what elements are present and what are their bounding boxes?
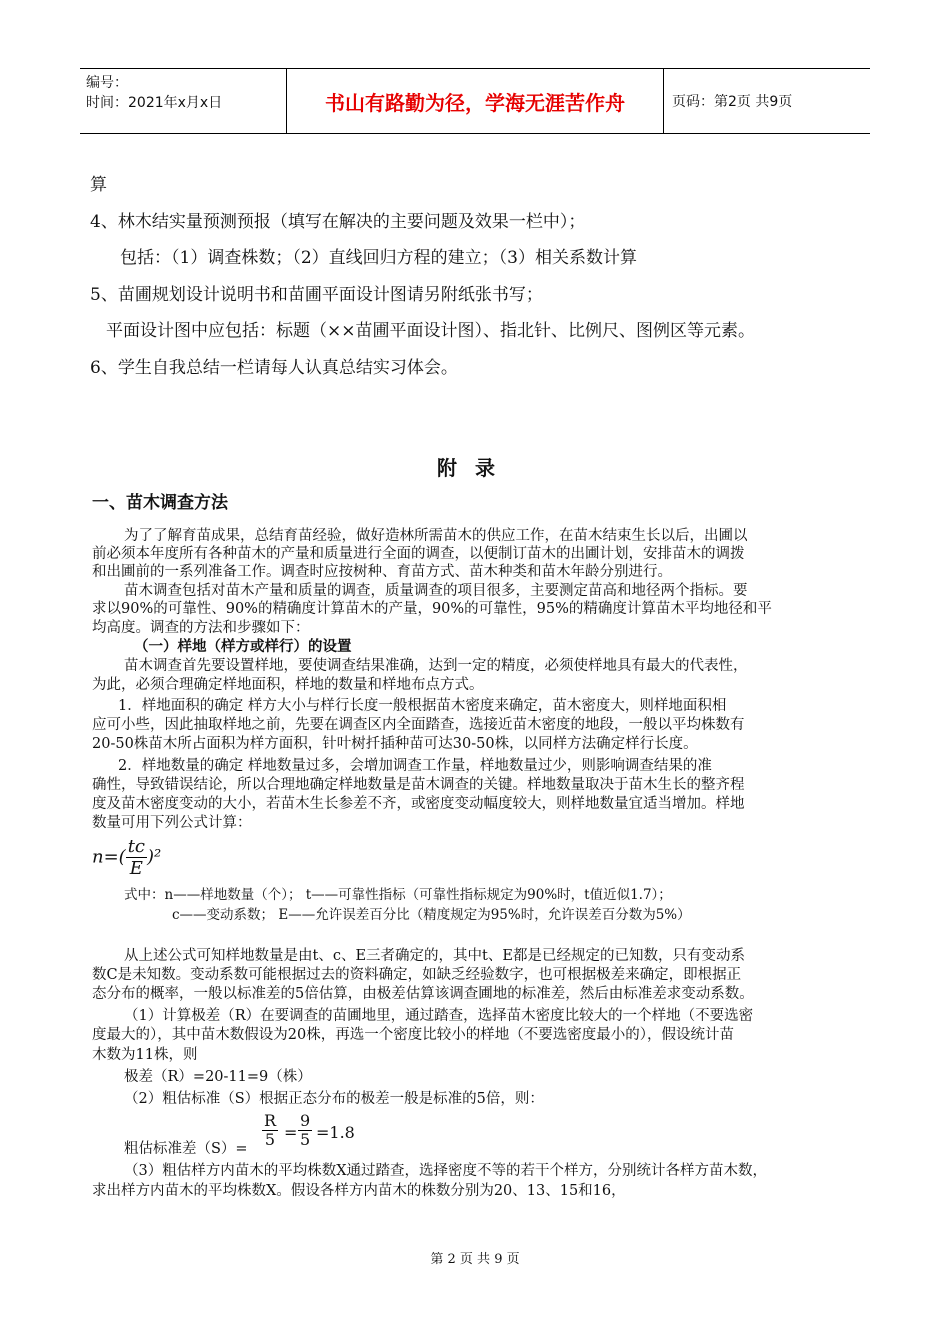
date-label: 时间：2021年x月x日: [86, 95, 223, 111]
paragraph-line: 均高度。调查的方法和步骤如下：: [92, 620, 310, 636]
sample-count-formula: [92, 836, 161, 879]
formula-numerator: tc: [127, 836, 146, 857]
paragraph-line: 2．样地数量的确定 样地数量过多，会增加调查工作量，样地数量过少，则影响调查结果的准: [118, 758, 712, 774]
paragraph-line: 为了了解育苗成果，总结育苗经验，做好造林所需苗木的供应工作，在苗木结束生长以后，出圃以: [124, 528, 748, 544]
paragraph-line: 度及苗木密度变动的大小，若苗木生长参差不齐，或密度变动幅度较大，则样地数量宜适当增加。样地: [92, 796, 745, 812]
paragraph-line: 为此，必须合理确定样地面积，样地的数量和样地布点方式。: [92, 677, 484, 693]
paragraph-line: 木数为11株，则: [92, 1047, 198, 1063]
header-table: [80, 68, 870, 134]
formula-rhs: )²: [147, 846, 162, 868]
paragraph-line: （3）粗估样方内苗木的平均株数X通过踏查，选择密度不等的若干个样方，分别统计各样方苗木数，: [124, 1163, 768, 1179]
page-footer: 第 2 页 共 9 页: [430, 1252, 520, 1267]
formula-denominator: E: [129, 858, 143, 879]
paragraph-line: 20-50株苗木所占面积为样方面积，针叶树扦插种苗可达30-50株，以同样方法确定样行长度。: [92, 736, 698, 752]
std-fraction-r: [262, 1112, 278, 1149]
subsection-heading: （一）样地（样方或样行）的设置: [134, 639, 352, 655]
range-line: 极差（R）=20-11=9（株）: [124, 1069, 312, 1085]
formula-lhs: n=(: [92, 846, 126, 868]
paragraph-line: （1）计算极差（R）在要调查的苗圃地里，通过踏查，选择苗木密度比较大的一个样地（不要选密: [124, 1008, 754, 1024]
formula-legend: 式中：n——样地数量（个）； t——可靠性指标（可靠性指标规定为90%时，t值近似1.7）；: [124, 887, 672, 903]
paragraph-line: 态分布的概率，一般以标准差的5倍估算，由极差估算该调查圃地的标准差，然后由标准差求变动系数。: [92, 986, 754, 1002]
std-label: 粗估标准差（S）=: [124, 1141, 248, 1157]
paragraph-line: 度最大的），其中苗木数假设为20株，再选一个密度比较小的样地（不要选密度最小的），假设统计苗: [92, 1027, 734, 1043]
paragraph-line: 前必须本年度所有各种苗木的产量和质量进行全面的调查，以便制订苗木的出圃计划，安排苗木的调拨: [92, 546, 745, 562]
std-fraction-9: [298, 1112, 312, 1149]
paragraph-line: 苗木调查包括对苗木产量和质量的调查，质量调查的项目很多，主要测定苗高和地径两个指标。要: [124, 583, 748, 599]
instruction-line: 包括：（1）调查株数；（2）直线回归方程的建立；（3）相关系数计算: [120, 248, 637, 268]
paragraph-line: 从上述公式可知样地数量是由t、c、E三者确定的，其中t、E都是已经规定的已知数，只有变动系: [124, 948, 745, 964]
formula-legend: c——变动系数； E——允许误差百分比（精度规定为95%时，允许误差百分数为5%）: [172, 907, 691, 923]
paragraph-line: 应可小些，因此抽取样地之前，先要在调查区内全面踏查，选接近苗木密度的地段，一般以平均株数有: [92, 717, 745, 733]
paragraph-line: 求以90%的可靠性、90%的精确度计算苗木的产量，90%的可靠性，95%的精确度计算苗木平均地径和平: [92, 601, 772, 617]
paragraph-line: 和出圃前的一系列准备工作。调查时应按树种、育苗方式、苗木种类和苗木年龄分别进行。: [92, 564, 672, 580]
std-numerator: 9: [300, 1111, 311, 1130]
paragraph-line: （2）粗估标准（S）根据正态分布的极差一般是标准的5倍，则：: [124, 1091, 544, 1107]
paragraph-line: 数C是未知数。变动系数可能根据过去的资料确定，如缺乏经验数字，也可根据极差来确定，即根据正: [92, 967, 742, 983]
page-label: 页码：第2页 共9页: [672, 94, 793, 110]
formula-fraction: [126, 836, 147, 879]
header-meta: [80, 69, 287, 133]
std-denominator: 5: [300, 1130, 311, 1149]
paragraph-line: 确性，导致错误结论，所以合理地确定样地数量是苗木调查的关键。样地数量取决于苗木生长的整齐程: [92, 777, 745, 793]
paragraph-line: 求出样方内苗木的平均株数X。假设各样方内苗木的株数分别为20、13、15和16，: [92, 1183, 626, 1199]
instruction-line: 平面设计图中应包括：标题（××苗圃平面设计图）、指北针、比例尺、图例区等元素。: [106, 321, 755, 341]
instruction-line: 算: [90, 175, 107, 195]
section-heading: 一、苗木调查方法: [92, 493, 228, 513]
appendix-title: 附录: [437, 456, 513, 480]
paragraph-line: 苗木调查首先要设置样地，要使调查结果准确，达到一定的精度，必须使样地具有最大的代表性，: [124, 658, 748, 674]
std-result: =1.8: [316, 1123, 355, 1142]
number-label: 编号：: [86, 75, 128, 91]
paragraph-line: 数量可用下列公式计算：: [92, 815, 252, 831]
instruction-line: 4、林木结实量预测预报（填写在解决的主要问题及效果一栏中）；: [90, 212, 586, 232]
equals-sign: =: [284, 1123, 298, 1142]
motto: 书山有路勤为径，学海无涯苦作舟: [287, 69, 664, 133]
instruction-line: 6、学生自我总结一栏请每人认真总结实习体会。: [90, 358, 458, 378]
std-numerator: R: [264, 1111, 277, 1130]
paragraph-line: 1．样地面积的确定 样方大小与样行长度一般根据苗木密度来确定，苗木密度大，则样地面积相: [118, 698, 727, 714]
std-denominator: 5: [264, 1130, 276, 1149]
instruction-line: 5、苗圃规划设计说明书和苗圃平面设计图请另附纸张书写；: [90, 285, 543, 305]
